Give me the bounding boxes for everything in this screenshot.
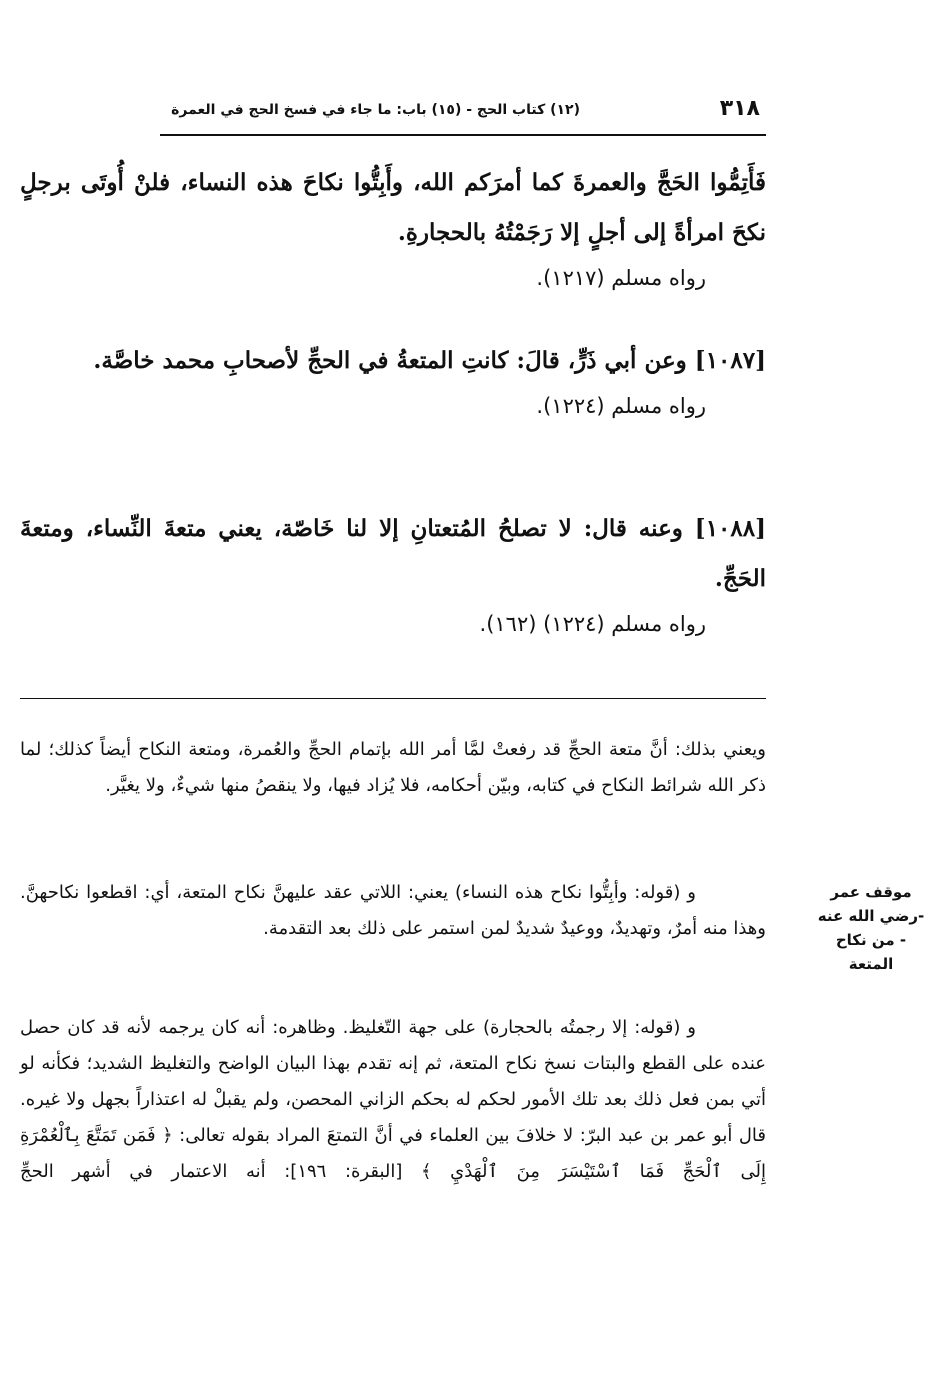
hadith-1 [20,158,766,298]
margin-note: موقف عمر -رضي الله عنه - من نكاح المتعة [817,883,925,973]
hadith-1087 [20,336,766,426]
hadith-text: [١٠٨٧] وعن أبي ذَرٍّ، قالَ: كانتِ المتعةُ في الحجِّ لأصحابِ محمد خاصَّة. [93,347,766,374]
hadith-source: رواه مسلم (١٢٢٤) (١٦٢). [479,612,706,636]
commentary-paragraph-2: و (قوله: وأبِتُّوا نكاح هذه النساء) يعني: اللاتي عقد عليهنَّ نكاح المتعة، أي: اقطعوا نكاحهنَّ. وهذا منه أمرٌ، وتهديدٌ، ووعيدٌ شديدٌ لمن استمر على ذلك بعد التقدمة. [20,882,766,939]
hadith-source: رواه مسلم (١٢٢٤). [536,394,706,418]
commentary-paragraph-3: و (قوله: إلا رجمتُه بالحجارة) على جهة التّغليظ. وظاهره: أنه كان يرجمه لأنه قد كان حصل عنده على القطع والبتات نسخ نكاح المتعة، ثم إنه تقدم بهذا البيان الواضح والتغليظ الشديد؛ فكأنه لو أتي بمن فعل ذلك بعد تلك الأمور لحكم له بحكم الزاني المحصن، ولم يقبلْ له اعتذاراً بجهل ولا غيره. قال أبو عمر بن عبد البرّ: لا خلافَ بين العلماء في أنَّ التمتعَ المراد بقوله تعالى: ﴿ فَمَن تَمَتَّعَ بِٱلْعُمْرَةِ إِلَى ٱلْحَجِّ فَمَا ٱسْتَيْسَرَ مِنَ ٱلْهَدْيِ ﴾ [البقرة: ١٩٦]: أنه الاعتمار في أشهر الحجِّ [20,1017,766,1182]
commentary-paragraph-1: ويعني بذلك: أنَّ متعة الحجِّ قد رفعتْ لمَّا أمر الله بإتمام الحجِّ والعُمرة، ومتعة النكاح أيضاً كذلك؛ لما ذكر الله شرائط النكاح في كتابه، وبيّن أحكامه، فلا يُزاد فيها، ولا ينقصُ منها شيءٌ، ولا يغيَّر. [20,739,766,796]
hadith-1088 [20,504,766,644]
page-header [160,96,760,132]
page-number: ٣١٨ [719,96,760,121]
commentary-divider [20,698,766,699]
hadith-text: فَأَتِمُّوا الحَجَّ والعمرةَ كما أمرَكم الله، وأَبِتُّوا نكاحَ هذه النساء، فلنْ أُوتَى برجلٍ نكحَ امرأةً إلى أجلٍ إلا رَجَمْتُهُ بالحجارةِ. [20,169,766,246]
hadith-source: رواه مسلم (١٢١٧). [536,266,706,290]
header-rule [160,134,766,136]
running-title: (١٢) كتاب الحج - (١٥) باب: ما جاء في فسخ الحج في العمرة [171,102,580,118]
hadith-text: [١٠٨٨] وعنه قال: لا تصلحُ المُتعتانِ إلا لنا خَاصّة، يعني متعةَ النِّساء، ومتعةَ الحَجِّ. [20,515,766,592]
